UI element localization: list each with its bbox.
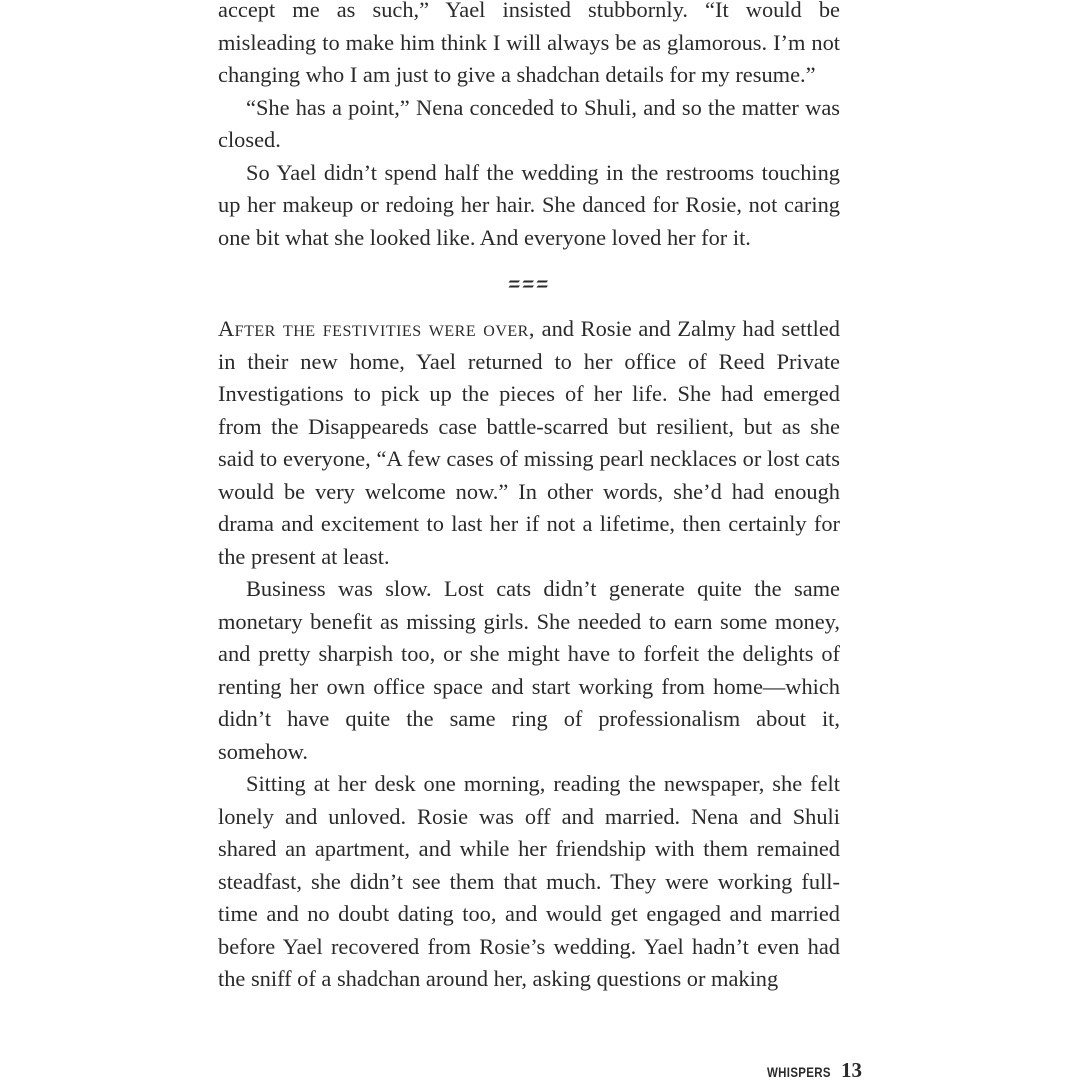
section-opening-smallcaps: After the festivities were over, [218, 316, 535, 341]
page-number: 13 [841, 1058, 862, 1080]
text-block-top [218, 0, 840, 254]
page-footer [753, 1058, 862, 1080]
paragraph: Business was slow. Lost cats didn’t generate quite the same monetary benefit as missing girls. She needed to earn some money, and pretty sharpish too, or she might have to forfeit the delights of renting her own office space and start working from home—which didn’t have quite the same ring of professionalism about it, somehow. [218, 576, 840, 764]
paragraph-continued: accept me as such,” Yael insisted stubbornly. “It would be misleading to make him think I will always be as glamorous. I’m not changing who I am just to give a shadchan details for my resume.” [218, 0, 840, 87]
paragraph: Sitting at her desk one morning, reading the newspaper, she felt lonely and unloved. Rosie was off and married. Nena and Shuli shared an apartment, and while her friendship with them remained steadfast, she didn’t see them that much. They were working full-time and no doubt dating too, and would get engaged and married before Yael recovered from Rosie’s wedding. Yael hadn’t even had the sniff of a shadchan around her, asking questions or making [218, 771, 840, 991]
section-opening-text: and Rosie and Zalmy had settled in their new home, Yael returned to her office of Reed Private Investigations to pick up the pieces of her life. She had emerged from the Disappeareds case battle-scarred but resilient, but as she said to everyone, “A few cases of missing pearl necklaces or lost cats would be very welcome now.” In other words, she’d had enough drama and excitement to last her if not a lifetime, then certainly for the present at least. [218, 316, 840, 569]
section-break-ornament-icon [508, 278, 550, 290]
text-block-bottom [218, 313, 840, 996]
paragraph: So Yael didn’t spend half the wedding in the restrooms touching up her makeup or redoing her hair. She danced for Rosie, not caring one bit what she looked like. And everyone loved her for it. [218, 159, 840, 250]
paragraph: “She has a point,” Nena conceded to Shuli, and so the matter was closed. [218, 94, 840, 152]
section-opening-paragraph [218, 313, 840, 573]
running-head: WHISPERS [767, 1064, 831, 1080]
